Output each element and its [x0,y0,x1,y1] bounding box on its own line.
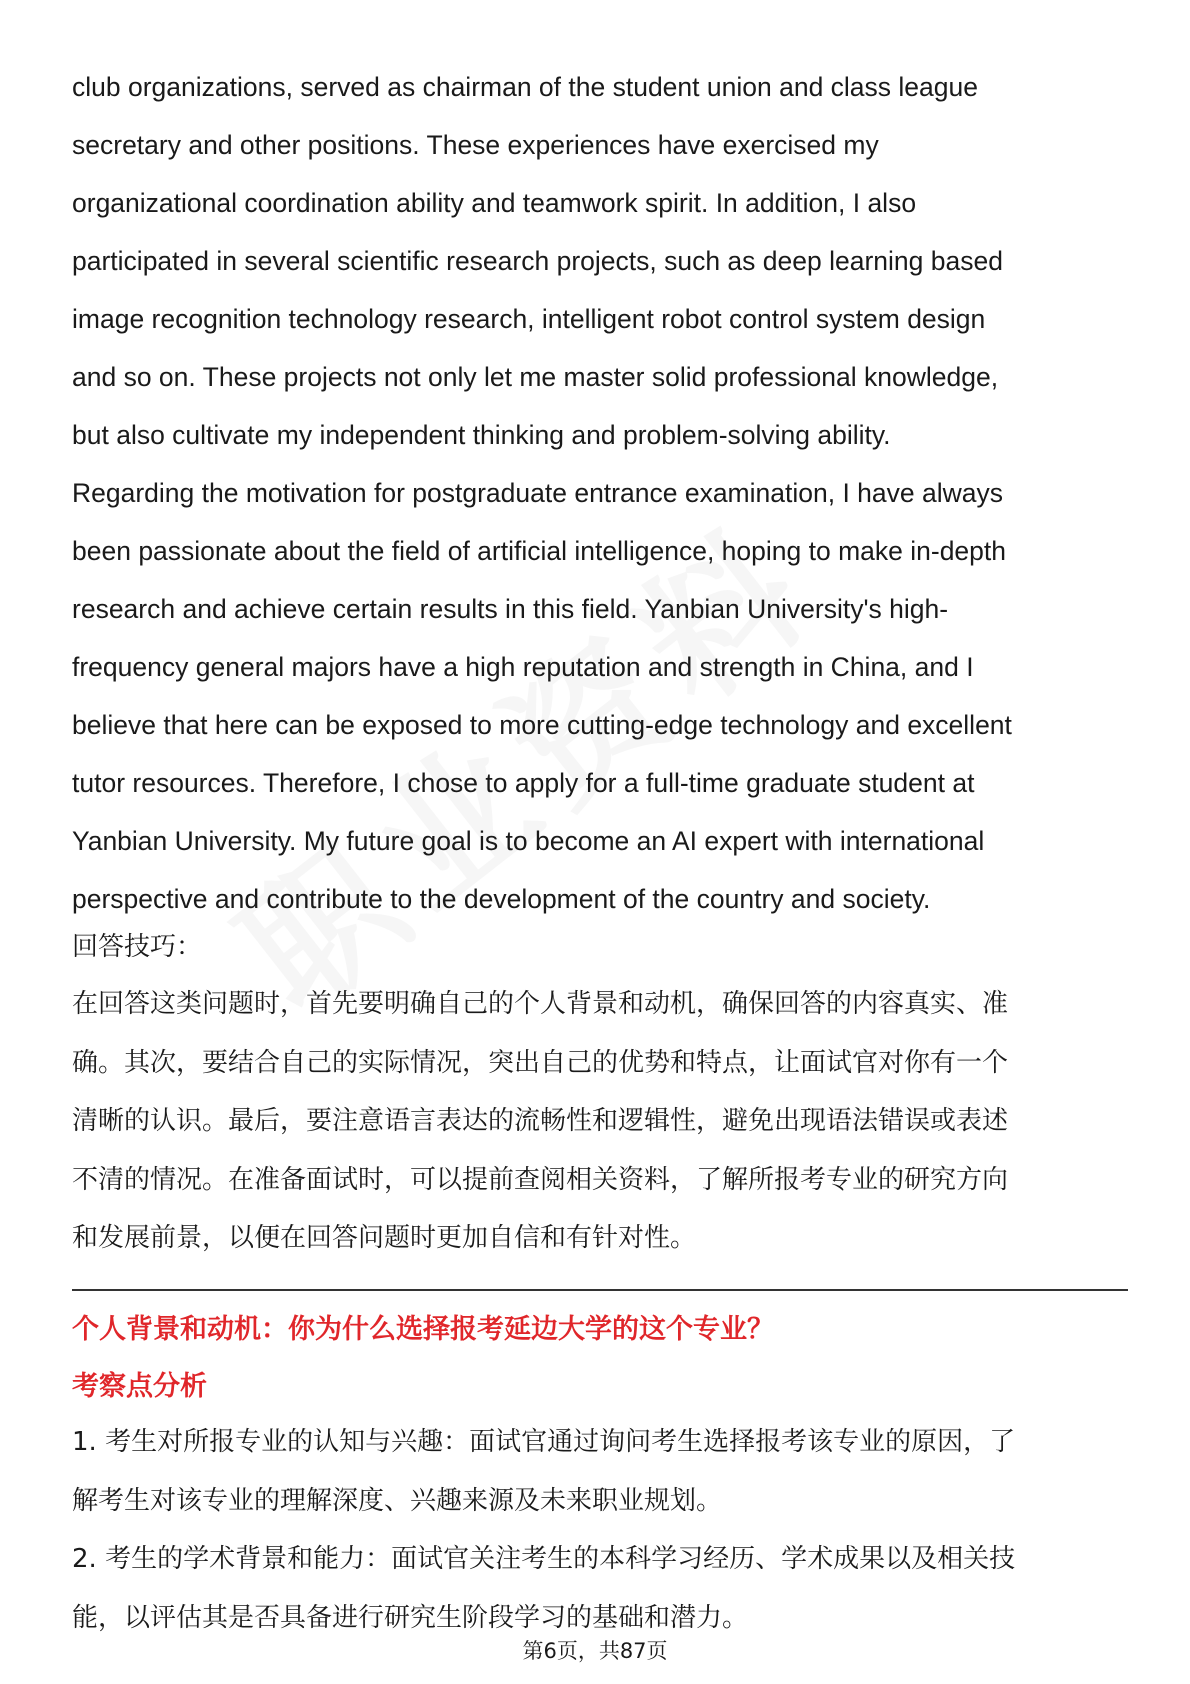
text-line: 不清的情况。在准备面试时，可以提前查阅相关资料，了解所报考专业的研究方向 [72,1164,1009,1195]
text-line: organizational coordination ability and teamwork spirit. In addition, I also [72,188,917,218]
analysis-list [72,1413,1128,1647]
text-line: Regarding the motivation for postgraduate entrance examination, I have always [72,478,1003,508]
text-line: 和发展前景，以便在回答问题时更加自信和有针对性。 [72,1223,697,1253]
text-line: but also cultivate my independent thinking and problem-solving ability. [72,420,891,450]
text-line: 在回答这类问题时，首先要明确自己的个人背景和动机，确保回答的内容真实、准 [72,989,1009,1019]
text-line: Yanbian University. My future goal is to become an AI expert with international [72,826,985,856]
section-divider [72,1289,1128,1291]
list-item-continuation: 解考生对该专业的理解深度、兴趣来源及未来职业规划。 [72,1485,723,1516]
text-line: been passionate about the field of artificial intelligence, hoping to make in-depth [72,536,1007,566]
document-page [72,0,1128,1684]
text-line: image recognition technology research, intelligent robot control system design [72,304,986,334]
text-line: tutor resources. Therefore, I chose to apply for a full-time graduate student at [72,768,975,798]
list-item: 2. 考生的学术背景和能力：面试官关注考生的本科学习经历、学术成果以及相关技 [72,1544,1016,1574]
text-line: research and achieve certain results in this field. Yanbian University's high- [72,594,949,624]
list-item-continuation: 能，以评估其是否具备进行研究生阶段学习的基础和潜力。 [72,1602,749,1633]
list-item: 1. 考生对所报专业的认知与兴趣：面试官通过询问考生选择报考该专业的原因，了 [72,1427,1016,1457]
text-line: secretary and other positions. These experiences have exercised my [72,130,879,160]
text-line: 确。其次，要结合自己的实际情况，突出自己的优势和特点，让面试官对你有一个 [72,1047,1009,1078]
text-line: and so on. These projects not only let me master solid professional knowledge, [72,362,999,392]
text-line: believe that here can be exposed to more cutting-edge technology and excellent [72,710,1012,740]
analysis-heading: 考察点分析 [72,1371,207,1402]
tips-heading: 回答技巧： [72,932,203,962]
tips-paragraph [72,975,1128,1268]
text-line: frequency general majors have a high reputation and strength in China, and I [72,652,974,682]
page-number-footer: 第6页，共87页 [522,1639,668,1663]
text-line: 清晰的认识。最后，要注意语言表达的流畅性和逻辑性，避免出现语法错误或表述 [72,1106,1009,1136]
english-answer-paragraph [72,58,1128,928]
text-line: club organizations, served as chairman of the student union and class league [72,72,978,102]
text-line: participated in several scientific research projects, such as deep learning based [72,246,1003,276]
text-line: perspective and contribute to the development of the country and society. [72,884,931,914]
question-title: 个人背景和动机：你为什么选择报考延边大学的这个专业？ [72,1314,774,1345]
